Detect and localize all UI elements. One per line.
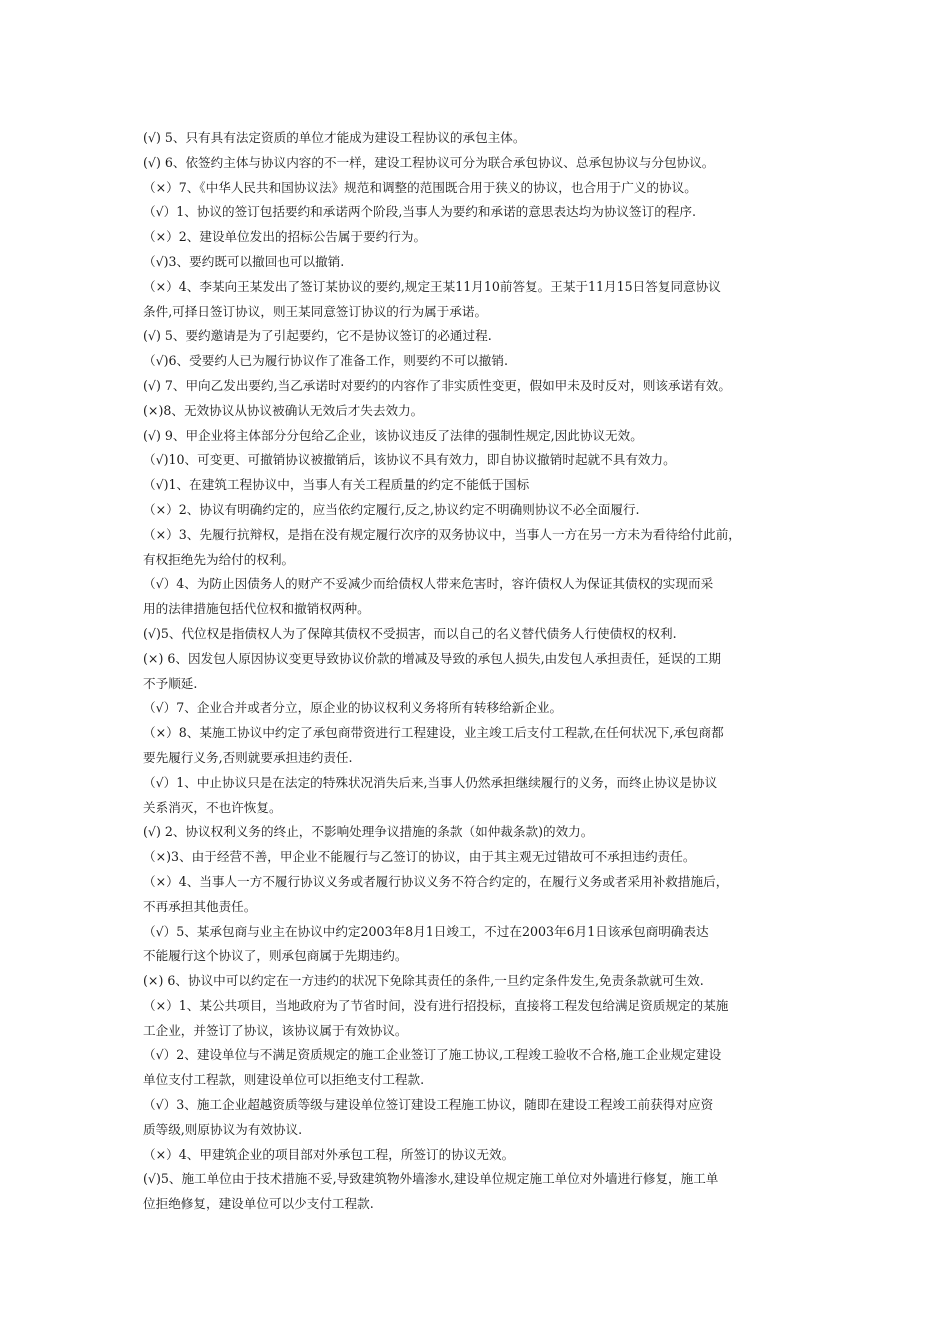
text-line: (×)8、无效协议从协议被确认无效后才失去效力。 [143, 402, 424, 418]
text-line: (√) 5、只有具有法定资质的单位才能成为建设工程协议的承包主体。 [143, 130, 526, 145]
text-line: 质等级,则原协议为有效协议. [143, 1121, 303, 1137]
text-line: （×）4、李某向王某发出了签订某协议的要约,规定王某11月10前答复。王某于11月15日答复同意协议 [143, 278, 721, 294]
text-line: (√) 5、要约邀请是为了引起要约，它不是协议签订的必通过程. [143, 328, 492, 344]
text-line: （×）2、建设单位发出的招标公告属于要约行为。 [143, 229, 427, 245]
text-line: 有权拒绝先为给付的权利。 [143, 551, 295, 567]
text-line: （×）4、当事人一方不履行协议义务或者履行协议义务不符合约定的，在履行义务或者采用补救措施后， [143, 873, 729, 889]
text-line: 条件,可择日签订协议，则王某同意签订协议的行为属于承诺。 [143, 303, 488, 319]
text-line: （√）7、企业合并或者分立，原企业的协议权利义务将所有转移给新企业。 [143, 700, 563, 716]
text-line: （√)10、可变更、可撤销协议被撤销后，该协议不具有效力，即自协议撤销时起就不具有效力。 [143, 452, 676, 468]
text-line: （×）3、先履行抗辩权，是指在没有规定履行次序的双务协议中，当事人一方在另一方未为看待给付此前， [143, 526, 741, 542]
text-line: （√）5、某承包商与业主在协议中约定2003年8月1日竣工，不过在2003年6月1日该承包商明确表达 [143, 923, 709, 939]
text-line: 不再承担其他责任。 [143, 898, 257, 914]
text-line: (√) 6、依签约主体与协议内容的不一样，建设工程协议可分为联合承包协议、总承包协议与分包协议。 [143, 154, 715, 170]
text-line: （×）4、甲建筑企业的项目部对外承包工程，所签订的协议无效。 [143, 1146, 515, 1162]
text-line: 单位支付工程款，则建设单位可以拒绝支付工程款. [143, 1072, 425, 1088]
text-line: (×) 6、因发包人原因协议变更导致协议价款的增减及导致的承包人损失,由发包人承担责任，延误的工期 [143, 650, 721, 666]
text-line: （√）4、为防止因债务人的财产不妥减少而给债权人带来危害时，容许债权人为保证其债权的实现而采 [143, 576, 714, 592]
text-line: （×）1、某公共项目，当地政府为了节省时间，没有进行招投标，直接将工程发包给满足资质规定的某施 [143, 997, 729, 1013]
text-line: （√）2、建设单位与不满足资质规定的施工企业签订了施工协议,工程竣工验收不合格,施工企业规定建设 [143, 1047, 722, 1063]
text-line: （√)3、要约既可以撤回也可以撤销. [143, 253, 345, 269]
text-line: （√）1、中止协议只是在法定的特殊状况消失后来,当事人仍然承担继续履行的义务，而终止协议是协议 [143, 774, 718, 790]
text-line: 用的法律措施包括代位权和撤销权两种。 [143, 601, 370, 617]
text-line: 不予顺延. [143, 675, 198, 691]
text-line: （×）7、《中华人民共和国协议法》规范和调整的范围既合用于狭义的协议，也合用于广义的协议。 [143, 179, 697, 195]
text-line: （√)1、在建筑工程协议中，当事人有关工程质量的约定不能低于国标 [143, 477, 530, 493]
text-line: (√)5、施工单位由于技术措施不妥,导致建筑物外墙渗水,建设单位规定施工单位对外墙进行修复，施工单 [143, 1171, 719, 1187]
text-line: 位拒绝修复，建设单位可以少支付工程款. [143, 1196, 374, 1212]
text-line: （×）8、某施工协议中约定了承包商带资进行工程建设，业主竣工后支付工程款,在任何状况下,承包商都 [143, 725, 724, 741]
text-line: 要先履行义务,否则就要承担违约责任. [143, 749, 353, 765]
text-line: (√) 7、甲向乙发出要约,当乙承诺时对要约的内容作了非实质性变更，假如甲未及时反对，则该承诺有效。 [143, 377, 731, 393]
text-line: 关系消灭，不也许恢复。 [143, 799, 282, 815]
text-line: （√）1、协议的签订包括要约和承诺两个阶段,当事人为要约和承诺的意思表达均为协议签订的程序. [143, 204, 696, 220]
text-line: （√)6、受要约人已为履行协议作了准备工作，则要约不可以撤销. [143, 353, 508, 369]
text-line: (×) 6、协议中可以约定在一方违约的状况下免除其责任的条件,一旦约定条件发生,免责条款就可生效. [143, 973, 704, 989]
text-line: (√)5、代位权是指债权人为了保障其债权不受损害，而以自己的名义替代债务人行使债权的权利. [143, 625, 677, 641]
text-line: (√) 9、甲企业将主体部分分包给乙企业，该协议违反了法律的强制性规定,因此协议无效。 [143, 427, 643, 443]
text-line: （√）3、施工企业超越资质等级与建设单位签订建设工程施工协议，随即在建设工程竣工前获得对应资 [143, 1097, 714, 1113]
document-body [143, 126, 815, 1217]
text-line: （×）2、协议有明确约定的，应当依约定履行,反之,协议约定不明确则协议不必全面履行. [143, 501, 640, 517]
text-line: (√) 2、协议权利义务的终止，不影响处理争议措施的条款（如仲裁条款)的效力。 [143, 824, 594, 840]
text-line: 工企业，并签订了协议，该协议属于有效协议。 [143, 1022, 408, 1038]
text-line: 不能履行这个协议了，则承包商属于先期违约。 [143, 948, 408, 964]
text-line: （×)3、由于经营不善，甲企业不能履行与乙签订的协议，由于其主观无过错故可不承担违约责任。 [143, 849, 696, 865]
